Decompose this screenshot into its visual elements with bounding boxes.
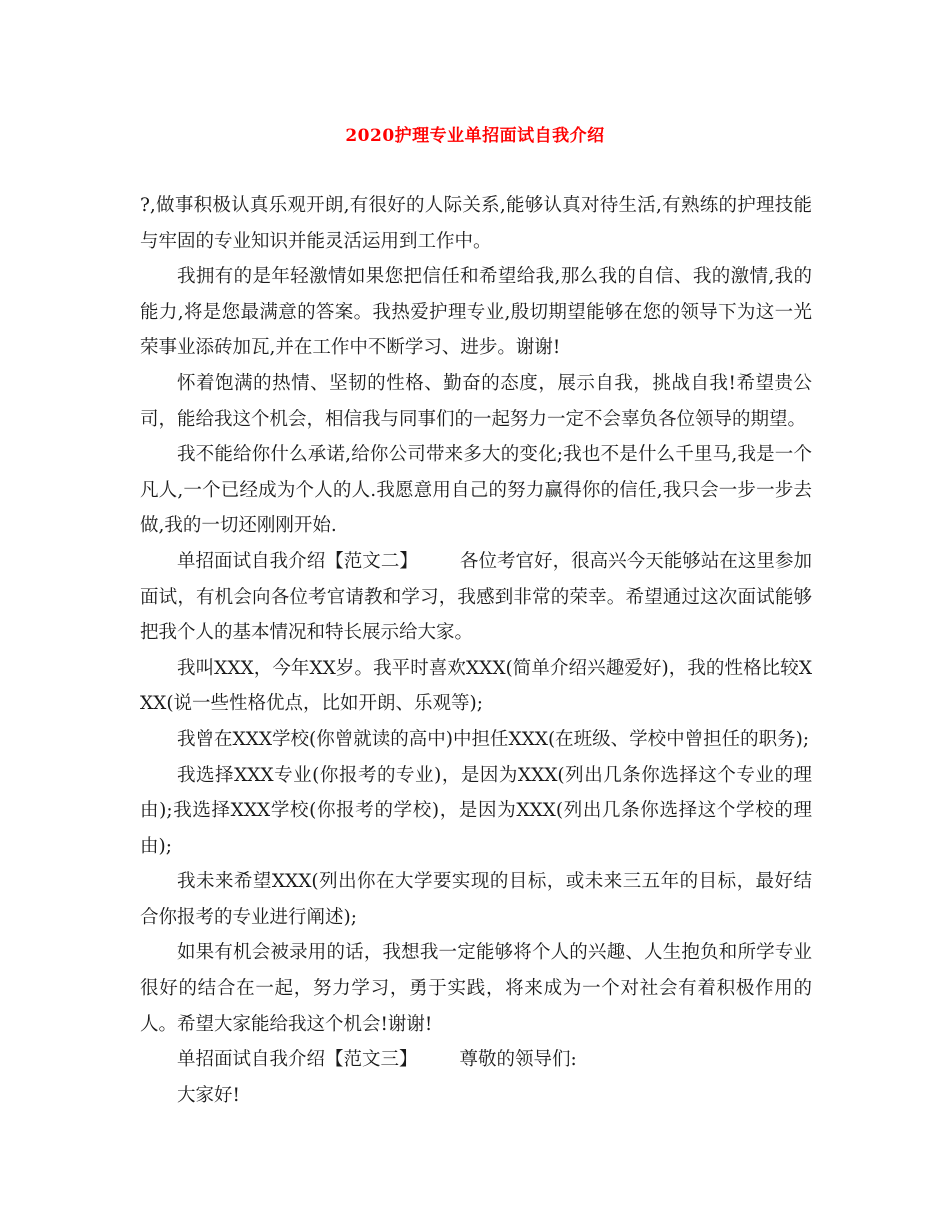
- paragraph: 我叫XXX，今年XX岁。我平时喜欢XXX(简单介绍兴趣爱好)，我的性格比较XXX(说一些性格优点，比如开朗、乐观等);: [140, 657, 812, 715]
- sample-two-text: 各位考官好，很高兴今天能够站在这里参加面试，有机会向各位考官请教和学习，我感到非常的荣幸。希望通过这次面试能够把我个人的基本情况和特长展示给大家。: [140, 550, 812, 644]
- sample-three-paragraph: [140, 1042, 812, 1078]
- paragraph: 我选择XXX专业(你报考的专业)，是因为XXX(列出几条你选择这个专业的理由);我选择XXX学校(你报考的学校)，是因为XXX(列出几条你选择这个学校的理由);: [140, 764, 812, 857]
- paragraph-intro: ?,做事积极认真乐观开朗,有很好的人际关系,能够认真对待生活,有熟练的护理技能与牢固的专业知识并能灵活运用到工作中。: [140, 195, 812, 252]
- paragraph: 我拥有的是年轻激情如果您把信任和希望给我,那么我的自信、我的激情,我的能力,将是您最满意的答案。我热爱护理专业,殷切期望能够在您的领导下为这一光荣事业添砖加瓦,并在工作中不断学习、进步。谢谢!: [140, 266, 812, 359]
- paragraph: 我不能给你什么承诺,给你公司带来多大的变化;我也不是什么千里马,我是一个凡人,一个已经成为个人的人.我愿意用自己的努力赢得你的信任,我只会一步一步去做,我的一切还刚刚开始.: [140, 444, 812, 537]
- paragraph: 如果有机会被录用的话，我想我一定能够将个人的兴趣、人生抱负和所学专业很好的结合在一起，努力学习，勇于实践，将来成为一个对社会有着积极作用的人。希望大家能给我这个机会!谢谢!: [140, 942, 812, 1035]
- sample-three-heading: 单招面试自我介绍【范文三】: [177, 1049, 418, 1071]
- document-body: [140, 188, 812, 1113]
- sample-three-text: 尊敬的领导们:: [459, 1049, 577, 1071]
- document-title: 2020护理专业单招面试自我介绍: [345, 126, 605, 146]
- paragraph: 我曾在XXX学校(你曾就读的高中)中担任XXX(在班级、学校中曾担任的职务);: [177, 728, 810, 750]
- sample-two-paragraph: [140, 544, 812, 651]
- paragraph: 我未来希望XXX(列出你在大学要实现的目标，或未来三五年的目标，最好结合你报考的专业进行阐述);: [140, 871, 812, 928]
- paragraph: 怀着饱满的热情、坚韧的性格、勤奋的态度，展示自我，挑战自我!希望贵公司，能给我这个机会，相信我与同事们的一起努力一定不会辜负各位领导的期望。: [140, 372, 812, 430]
- sample-two-heading: 单招面试自我介绍【范文二】: [177, 550, 418, 572]
- closing-greeting: 大家好!: [177, 1084, 240, 1106]
